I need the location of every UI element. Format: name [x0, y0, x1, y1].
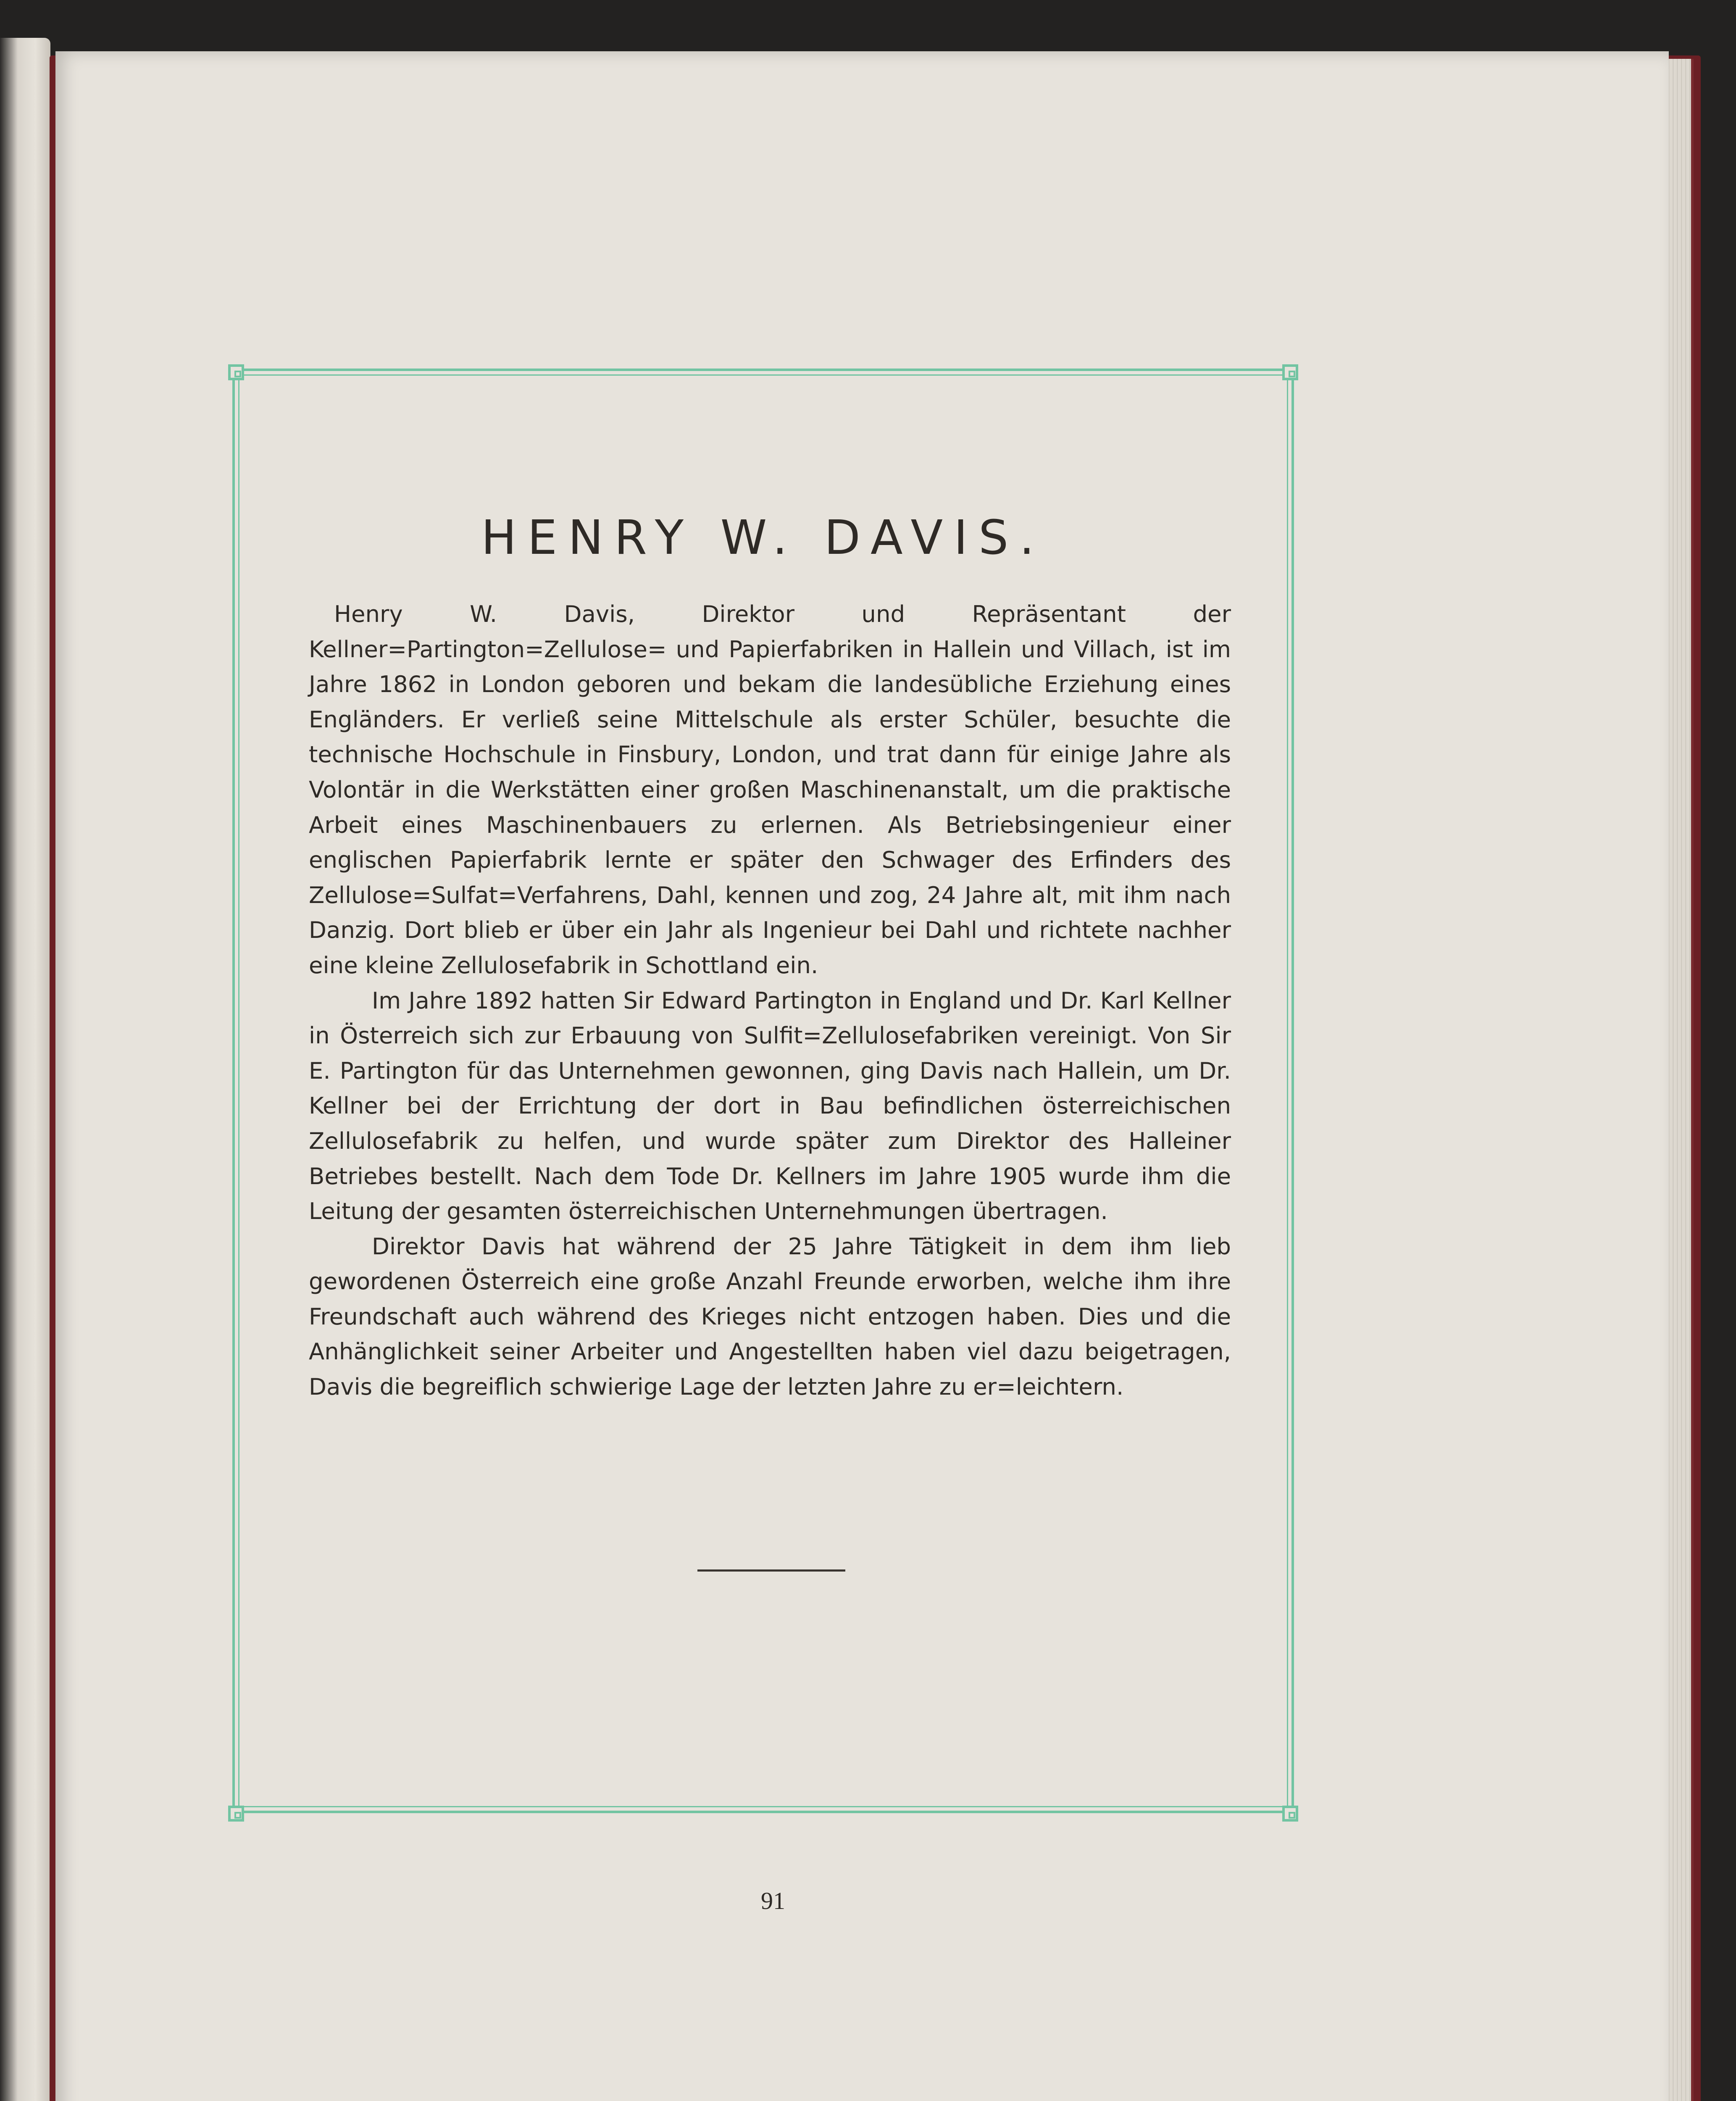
- paragraph-2: Im Jahre 1892 hatten Sir Edward Partington in England und Dr. Karl Kellner in Österreich sich zur Erbauung von Sulfit=Zellulosefabriken vereinigt. Von Sir E. Partington für das Unternehmen gewonnen, ging Davis nach Hallein, um Dr. Kellner bei der Errichtung der dort in Bau befindlichen österreichischen Zellulosefabrik zu helfen, und wurde später zum Direktor des Halleiner Betriebes bestellt. Nach dem Tode Dr. Kellners im Jahre 1905 wurde ihm die Leitung der gesamten österreichischen Unternehmungen übertragen.: [309, 987, 1231, 1225]
- page-title: HENRY W. DAVIS.: [481, 511, 1045, 565]
- biography-text: [309, 597, 1231, 1405]
- frame-corner-bottom-right: [1282, 1806, 1298, 1822]
- frame-corner-bottom-left: [228, 1806, 244, 1822]
- frame-corner-top-left: [228, 364, 244, 380]
- page-number: 91: [761, 1887, 785, 1914]
- paragraph-1: Henry W. Davis, Direktor und Repräsentant der Kellner=Partington=Zellulose= und Papierfabriken in Hallein und Villach, ist im Jahre 1862 in London geboren und bekam die landesübliche Erziehung eines Engländers. Er verließ seine Mittelschule als erster Schüler, besuchte die technische Hochschule in Finsbury, London, und trat dann für einige Jahre als Volontär in die Werkstätten einer großen Maschinenanstalt, um die praktische Arbeit eines Maschinenbauers zu erlernen. Als Betriebsingenieur einer englischen Papierfabrik lernte er später den Schwager des Erfinders des Zellulose=Sulfat=Verfahrens, Dahl, kennen und zog, 24 Jahre alt, mit ihm nach Danzig. Dort blieb er über ein Jahr als Ingenieur bei Dahl und richtete nachher eine kleine Zellulosefabrik in Schottland ein.: [309, 600, 1231, 979]
- paragraph-3: Direktor Davis hat während der 25 Jahre Tätigkeit in dem ihm lieb gewordenen Österreich eine große Anzahl Freunde erworben, welche ihm ihre Freundschaft auch während des Krieges nicht entzogen haben. Dies und die Anhänglichkeit seiner Arbeiter und Angestellten haben viel dazu beigetragen, Davis die begreiflich schwierige Lage der letzten Jahre zu er=leichtern.: [309, 1232, 1231, 1401]
- closing-rule: [697, 1569, 845, 1572]
- left-page-edge: [0, 38, 50, 2101]
- frame-corner-top-right: [1282, 364, 1298, 380]
